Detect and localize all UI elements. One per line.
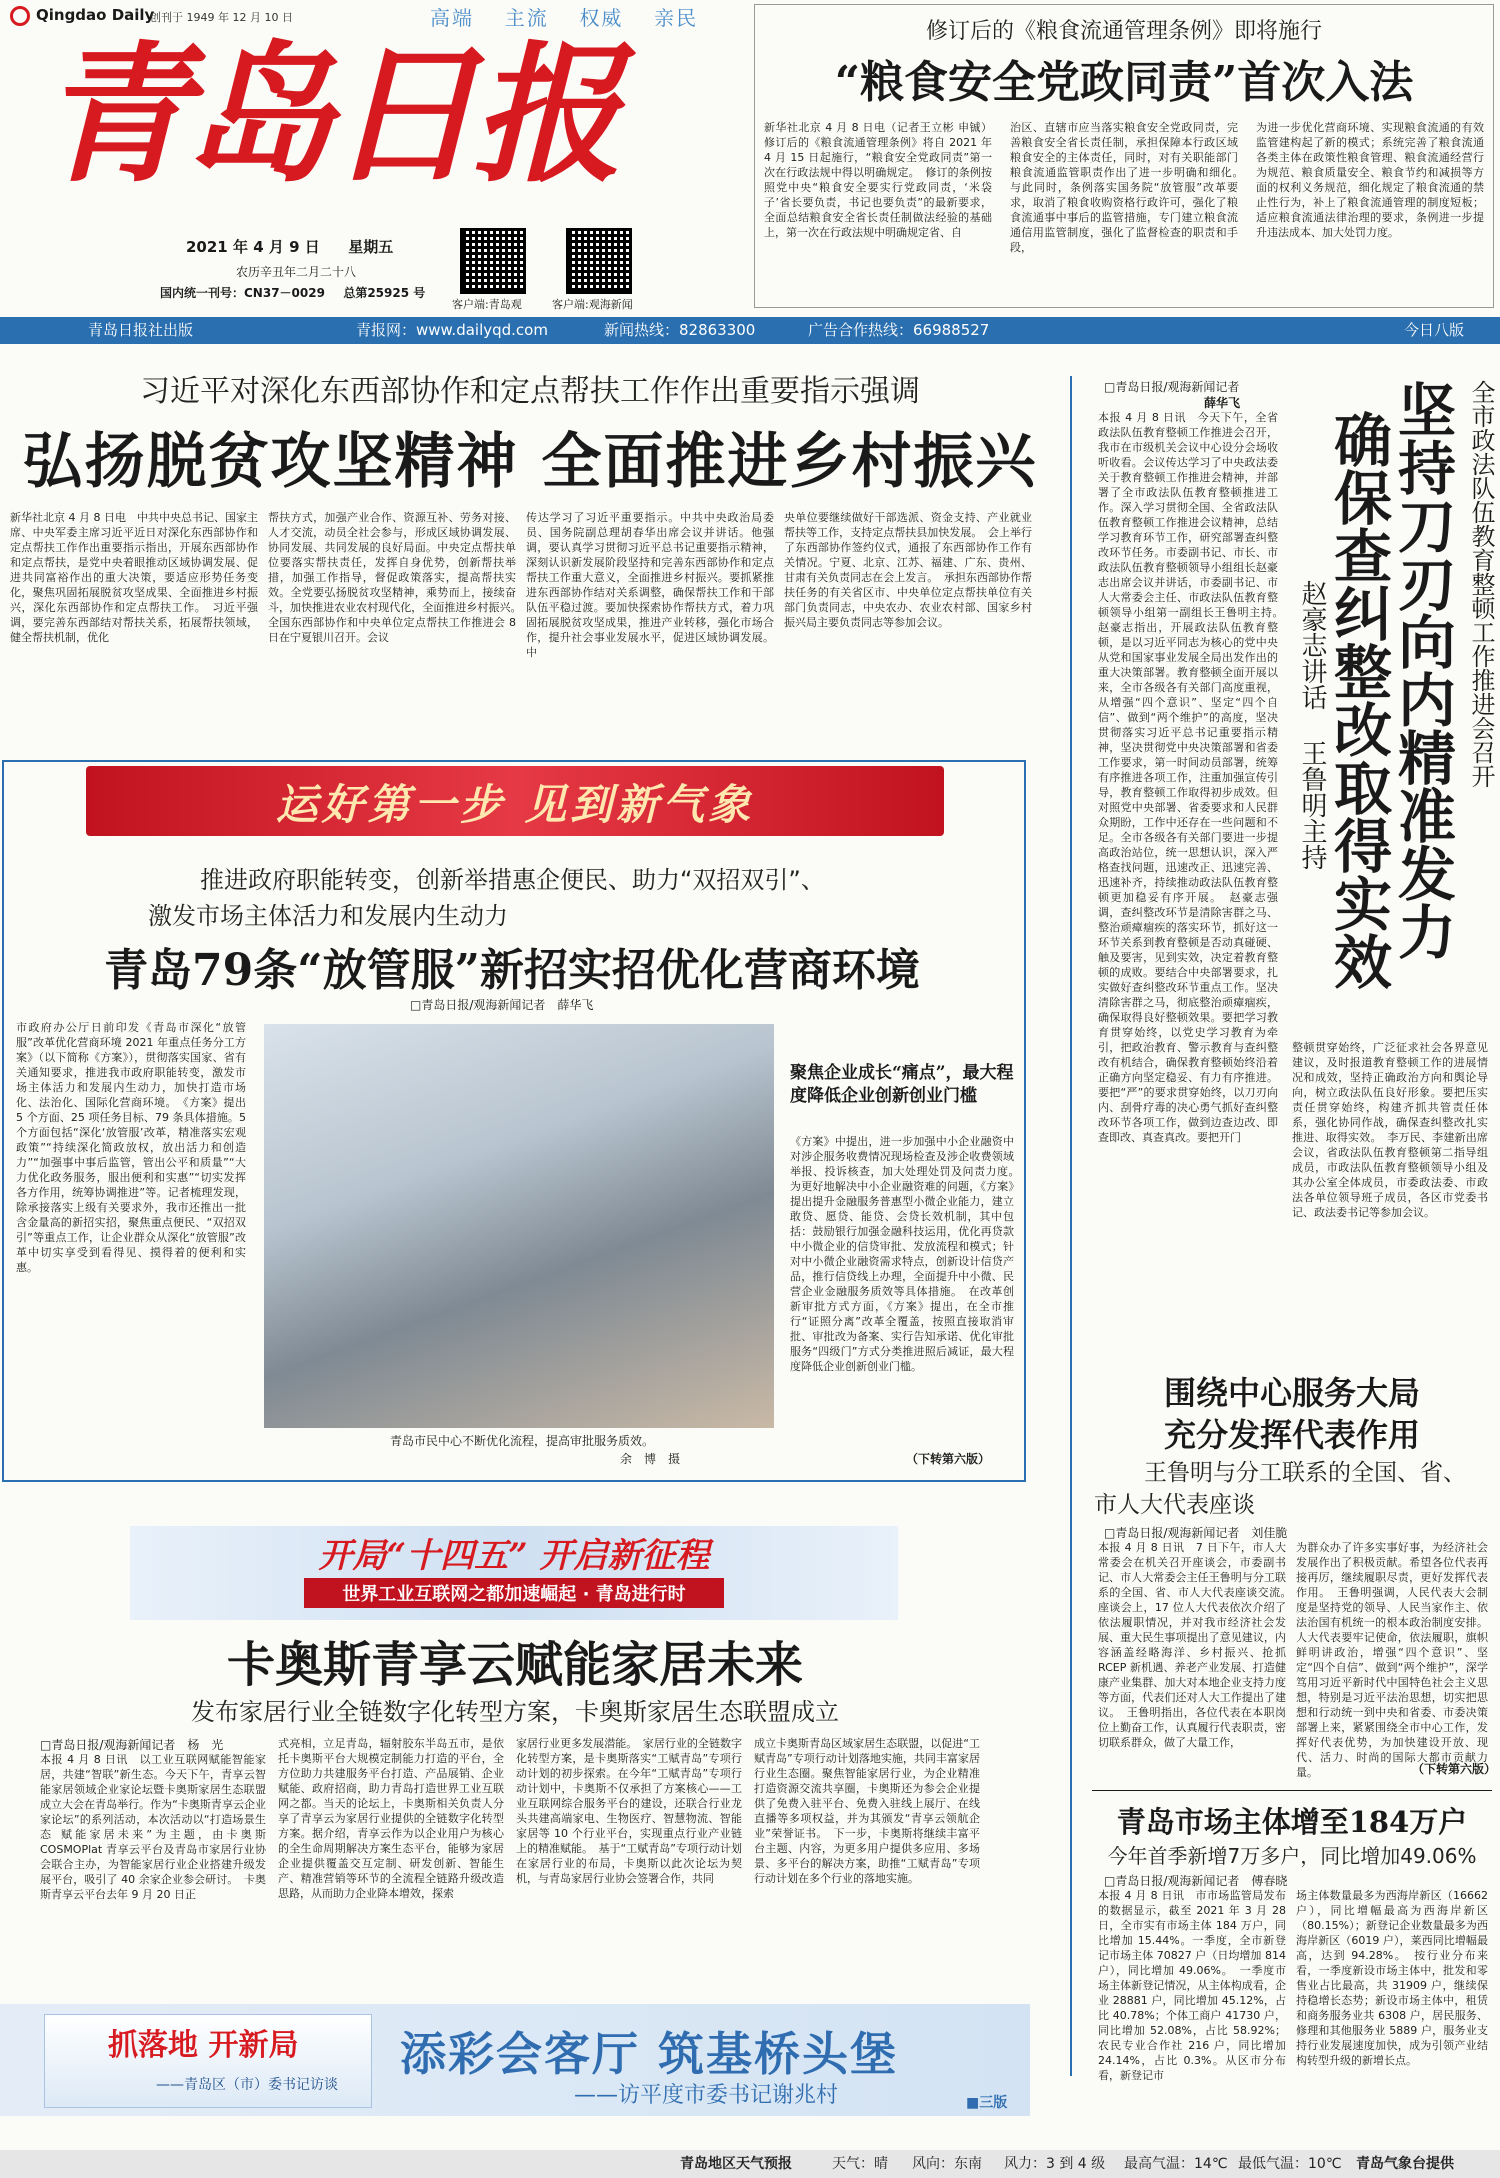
masthead-logo: 青岛日报	[40, 27, 617, 203]
story2-byline: □青岛日报/观海新闻记者 薛华飞	[410, 998, 594, 1012]
story5-headline: 卡奥斯青享云赋能家居未来	[226, 1637, 803, 1693]
story5-column: 成立卡奥斯青岛区域家居生态联盟，以促进“工赋青岛”专项行动计划落地实施，共同丰富家居行业生态圈。聚焦智能家居行业，为企业精准打造资源交流共享圈，卡奥斯还为参会企业提供了免费入驻平台、免费入驻线上展厅、在线直播等多项权益，并为其颁发“青享云领航企业”荣誉证书。 下一步，卡奥斯将继续丰富平台主题、内容，为更多用户提供多应用、多场景、多平台的解决方案，助推“工赋青岛”专项行动计划在多个行业的落地实施。	[754, 1737, 980, 1885]
publisher-label: 青岛日报社出版	[88, 321, 194, 339]
issue-number: 总第25925 号	[343, 286, 426, 300]
qr-caption: 客户端:青岛观	[452, 298, 522, 311]
weather-label: 青岛地区天气预报	[680, 2156, 792, 2172]
low-temp: 最低气温：10℃	[1238, 2156, 1342, 2172]
top-story-column: 治区、直辖市应当落实粮食安全党政同责，完善粮食安全省长责任制，承担保障本行政区域粮食安全的主体责任，同时，对有关职能部门粮食流通监管职责作出了进一步明确和细化。 与此同时，条例落实国务院“放管服”改革要求，取消了粮食收购资格行政许可，强化了粮食流通事中事后的监管措施，专门建立粮食流通信用监管制度，强化了监督检查的职责和手段，	[1010, 121, 1249, 254]
lead-column: 新华社北京 4 月 8 日电 中共中央总书记、国家主席、中央军委主席习近平近日对深化东西部协作和定点帮扶工作作出重要指示指出，开展东西部协作和定点帮扶，是党中央着眼推动区域协调发展、促进共同富裕作出的重大决策，要适应形势任务变化，聚焦巩固拓展脱贫攻坚成果、全面推进乡村振兴，深化东西部协作和定点帮扶工作。 习近平强调，要完善东西部结对帮扶关系，拓展帮扶领域，健全帮扶机制，优化	[10, 511, 258, 644]
sidebar-reporter: 薛华飞	[1204, 396, 1241, 410]
story5-column: 家居行业更多发展潜能。 家居行业的全链数字化转型方案，是卡奥斯落实“工赋青岛”专项行动计划的初步探索。在今年“工赋青岛”专项行动计划中，卡奥斯不仅承担了方案核心——工业互联网综合服务平台的建设，还联合行业龙头共建高端家电、生物医疗、智慧物流、智能家居等 10 个行业平台，实现重点行业产业链上的精准赋能。 基于“工赋青岛”专项行动计划在家居行业的布局，卡奥斯以此次论坛为契机，与青岛家居行业协会签署合作，共同	[516, 1737, 742, 1885]
slogan-item: 权威	[579, 6, 624, 30]
lead-kicker: 习近平对深化东西部协作和定点帮扶工作作出重要指示强调	[140, 374, 920, 409]
story2-subhead: 聚焦企业成长“痛点”，最大程度降低企业创新创业门槛	[790, 1063, 1014, 1106]
story4-subhead: 今年首季新增7万多户，同比增加49.06%	[1107, 1844, 1477, 1868]
lunar-date: 农历辛丑年二月二十八	[236, 265, 357, 279]
story3-headline: 充分发挥代表作用	[1163, 1416, 1420, 1454]
story4-headline: 青岛市场主体增至184万户	[1116, 1805, 1468, 1839]
promo-left-title: 抓落地 开新局	[108, 2028, 299, 2063]
continue-note: （下转第六版）	[906, 1452, 991, 1466]
sidebar-headline: 确保查纠整改取得实效	[1324, 410, 1392, 990]
sidebar-column: 整顿贯穿始终，广泛征求社会各界意见建议，及时报道教育整顿工作的进展情况和成效，坚持正确政治方向和舆论导向，树立政法队伍良好形象。要把压实责任贯穿始终，构建齐抓共管责任体系，强化协同作战，确保查纠整改扎实推进、取得实效。 李万民、李建新出席会议，省政法队伍教育整顿第二指导组成员，市政法队伍教育整顿领导小组及其办公室全体成员，市委政法委、市政法各单位领导班子成员，各区市党委书记、政法委书记等参加会议。	[1292, 1041, 1488, 1219]
slogan-item: 主流	[504, 6, 549, 30]
slogan-item: 亲民	[654, 6, 699, 30]
news-hotline: 新闻热线：82863300	[604, 321, 756, 339]
paper-english-name: Qingdao Daily	[36, 6, 155, 24]
story4-byline: □青岛日报/观海新闻记者 傅春晓	[1104, 1874, 1288, 1888]
date-text: 2021 年 4 月 9 日	[186, 238, 320, 256]
weather-condition: 天气：晴	[832, 2156, 888, 2172]
weekday-text: 星期五	[348, 238, 394, 256]
story5-column: 本报 4 月 8 日讯 以工业互联网赋能智能家居，共建“智联”新生态。今天下午，青享云智能家居领域企业家论坛暨卡奥斯家居生态联盟成立大会在青岛举行。作为“卡奥斯青享云企业家论坛”的系列活动，本次活动以“打造场景生态 赋能家居未来”为主题，由卡奥斯 COSMOPlat 青享云平台及青岛市家居行业协会联合主办，为智能家居行业企业搭建升级发展平台，吸引了 40 余家企业参会研讨。 卡奥斯青享云平台去年 9 月 20 日正	[40, 1753, 266, 1901]
issue-date	[186, 236, 393, 257]
story3-column: 本报 4 月 8 日讯 7 日下午，市人大常委会在机关召开座谈会，市委副书记、市人大常委会主任王鲁明与分工联系的全国、省、市人大代表座谈交流。 座谈会上，17 位人大代表依次介绍了依法履职情况，并对我市经济社会发展、重大民生事项提出了意见建议，内容涵盖经略海洋、乡村振兴、抢抓 RCEP 新机遇、养老产业发展、打造健康产业集群、加大对本地企业支持力度等方面，代表们还对人大工作提出了建议。 王鲁明指出，各位代表在本职岗位上勤奋工作，认真履行代表职责，密切联系群众，做了大量工作，	[1098, 1541, 1297, 1749]
story3-subhead: 市人大代表座谈	[1094, 1492, 1255, 1518]
story3-column: 为群众办了许多实事好事，为经济社会发展作出了积极贡献。希望各位代表再接再厉，继续履职尽责，更好发挥代表作用。 王鲁明强调，人民代表大会制度是坚持党的领导、人民当家作主、依法治国有机统一的根本政治制度安排。人大代表要牢记使命，依法履职，旗帜鲜明讲政治，增强“四个意识”、坚定“四个自信”、做到“两个维护”，深学笃用习近平新时代中国特色社会主义思想，特别是习近平法治思想，切实把思想和行动统一到中央和省委、市委决策部署上来，紧紧围绕全市中心工作，发挥好代表优势，为加快建设开放、现代、活力、时尚的国际大都市贡献力量。	[1296, 1541, 1488, 1779]
publication-code	[160, 284, 425, 301]
founded-date: 创刊于 1949 年 12 月 10 日	[150, 11, 293, 24]
top-story-column: 为进一步优化营商环境、实现粮食流通的有效监管建构起了新的模式；系统完善了粮食流通各类主体在政策性粮食管理、粮食流通经营行为规范、粮食质量安全、粮食节约和减损等方面的权利义务规范，细化规定了粮食流通的禁止性行为，补上了粮食流通管理的制度短板；适应粮食流通法律治理的要求，条例进一步提升违法成本、加大处罚力度。	[1256, 121, 1484, 239]
lead-column: 央单位要继续做好干部选派、资金支持、产业就业帮扶等工作，支持定点帮扶县加快发展。 会上举行了东西部协作签约仪式，通报了东西部协作工作有关情况。宁夏、北京、江苏、福建、广东、贵州、甘肃有关负责同志在会上发言。 承担东西部协作帮扶任务的有关省区市、中央单位定点帮扶单位有关部门负责同志，中央农办、农业农村部、国家乡村振兴局主要负责同志等参加会议。	[784, 511, 1032, 629]
lead-column: 帮扶方式，加强产业合作、资源互补、劳务对接、人才交流，动员全社会参与，形成区域协调发展、协同发展、共同发展的良好局面。中央定点帮扶单位要落实帮扶责任，发挥自身优势，创新帮扶举措，加强工作指导，督促政策落实，提高帮扶实效。全党要弘扬脱贫攻坚精神，乘势而上，接续奋斗，加快推进农业农村现代化，全面推进乡村振兴。 全国东西部协作和中央单位定点帮扶工作推进会 8 日在宁夏银川召开。会议	[268, 511, 527, 644]
column-rule	[1070, 376, 1072, 2076]
lead-headline: 弘扬脱贫攻坚精神 全面推进乡村振兴	[22, 427, 1038, 497]
story2-kicker: 推进政府职能转变，创新举措惠企便民、助力“双招双引”、	[200, 866, 825, 894]
promo-headline: 添彩会客厅 筑基桥头堡	[400, 2027, 899, 2081]
top-story-kicker: 修订后的《粮食流通管理条例》即将施行	[925, 19, 1322, 44]
sidebar-column: 本报 4 月 8 日讯 今天下午，全省政法队伍教育整顿工作推进会召开，我市在市级机关会议中心设分会场收听收看。会议传达学习了中央政法委关于教育整顿工作推进会精神，并部署了全市政法队伍教育整顿推进工作。深入学习贯彻全国、全省政法队伍教育整顿工作推进会议精神，总结学习教育环节工作，研究部署查纠整改环节任务。市委副书记、市长、市政法队伍教育整顿领导小组组长赵豪志出席会议并讲话，市委副书记、市人大常委会主任、市政法队伍教育整顿领导小组第一副组长王鲁明主持。 赵豪志指出，开展政法队伍教育整顿，是以习近平同志为核心的党中央从党和国家事业发展全局出发作出的重大决策部署。教育整顿全面开展以来，全市各级各有关部门高度重视，从增强“四个意识”、坚定“四个自信”、做到“两个维护”的高度，坚决贯彻落实习近平总书记重要指示精神，坚决贯彻党中央决策部署和省委工作要求，第一时间动员部署，统筹有序推进各项工作，注重加强宣传引导，教育整顿工作取得初步成效。但对照党中央部署、省委要求和人民群众期盼，工作中还存在一些问题和不足。全市各级各有关部门要进一步提高政治站位，统一思想认识，深入严格查找问题，迅速改正、迅速完善、迅速补齐，持续推动政法队伍教育整顿更加稳妥有序开展。 赵豪志强调，查纠整改环节是清除害群之马、整治顽瘴痼疾的落实环节，抓好这一环节关系到教育整顿是否动真碰硬、触及要害，见到实效，决定着教育整顿的成败。要结合中央部署要求，扎实做好查纠整改环节重点工作。坚决清除害群之马，彻底整治顽瘴痼疾，确保取得良好整顿效果。要把学习教育贯穿始终，以党史学习教育为牵引，把政治教育、警示教育与查纠整改有机结合，确保教育整顿始终沿着正确方向坚定稳妥、有力有序推进。要把“严”的要求贯穿始终，以刀刃向内、刮骨疗毒的决心勇气抓好查纠整改环节各项工作，做到边查边改、即查即改、真查真改。要把开门	[1098, 411, 1289, 1144]
website-link[interactable]: 青报网：www.dailyqd.com	[356, 321, 548, 339]
story5-byline: □青岛日报/观海新闻记者 杨 光	[40, 1738, 224, 1752]
divider	[1092, 1790, 1492, 1791]
qr-code-icon[interactable]	[460, 228, 526, 294]
promo-subhead: ——访平度市委书记谢兆村	[574, 2083, 839, 2108]
banner2-subtitle: 世界工业互联网之都加速崛起 · 青岛进行时	[342, 1584, 686, 1605]
story2-headline: 青岛79条“放管服”新招实招优化营商环境	[104, 945, 920, 996]
sidebar-byline: □青岛日报/观海新闻记者	[1104, 380, 1240, 394]
sidebar-headline: 坚持刀刃向内精准发力	[1388, 380, 1456, 960]
sidebar-subhead: 赵豪志讲话 王鲁明主持	[1297, 580, 1327, 870]
high-temp: 最高气温：14℃	[1124, 2156, 1228, 2172]
story3-headline: 围绕中心服务大局	[1163, 1374, 1420, 1412]
photo-caption: 青岛市民中心不断优化流程，提高审批服务质效。	[390, 1434, 655, 1448]
story2-column: 市政府办公厅日前印发《青岛市深化“放管服”改革优化营商环境 2021 年重点任务分工方案》（以下简称《方案》），贯彻落实国家、省有关通知要求，推进我市政府职能转变，激发市场主体活力和发展内生动力，加快打造市场化、法治化、国际化营商环境。 《方案》提出 5 个方面、25 项任务目标、79 条具体措施。5 个方面包括“深化‘放管服’改革，精准落实宏观政策”“持续深化简政放权，放出活力和创造力”“加强事中事后监管，管出公平和质量”“大力优化政务服务，服出便利和实惠”“切实发挥各方作用，统筹协调推进”等。记者梳理发现，除承接落实上级有关要求外，我市还推出一批含金量高的新招实招，聚焦重点便民、“双招双引”等重点工作，让企业群众从深化“放管服”改革中切实享受到看得见、摸得着的便利和实惠。	[16, 1021, 246, 1274]
news-photo	[264, 1024, 774, 1428]
continue-note: （下转第六版）	[1412, 1762, 1497, 1776]
top-story-headline: “粮食安全党政同责”首次入法	[834, 57, 1414, 108]
ad-hotline: 广告合作热线：66988527	[808, 321, 990, 339]
story2-kicker: 激发市场主体活力和发展内生动力	[148, 902, 508, 930]
top-story-column: 新华社北京 4 月 8 日电（记者王立彬 申铖）修订后的《粮食流通管理条例》将自 2021 年 4 月 15 日起施行，“粮食安全党政同责”第一次在行政法规中得以明确规定。 修订的条例按照党中央“粮食安全要实行党政同责，‘米袋子’省长要负责，书记也要负责”的最新要求，全面总结粮食安全省长责任制做法经验的基础上，第一次在行政法规中明确规定省、自	[764, 121, 992, 239]
wind-force: 风力：3 到 4 级	[1004, 2156, 1106, 2172]
promo-page-ref: ■三版	[966, 2095, 1008, 2111]
banner-title: 运好第一步 见到新气象	[275, 780, 755, 829]
weather-source: 青岛气象台提供	[1356, 2156, 1454, 2172]
story4-column: 本报 4 月 8 日讯 市市场监管局发布的数据显示，截至 2021 年 3 月 28 日，全市实有市场主体 184 万户，同比增加 15.44%。一季度，全市新登记市场主体 70827 户（日均增加 814 户），同比增加 49.06%。 一季度市场主体新登记情况，从主体构成看，企业 28881 户，同比增加 45.12%，占比 40.78%；个体工商户 41730 户，同比增加 52.08%，占比 58.92%；农民专业合作社 216 户，同比增加 24.14%，占比 0.3%。从区市分布看，新登记市	[1098, 1889, 1286, 2082]
story2-column: 《方案》中提出，进一步加强中小企业融资中对涉企服务收费情况现场检查及涉企收费领域举报、投诉核查，加大处理处罚及问责力度。 为更好地解决中小企业融资难的问题，《方案》提出提升金融服务普惠型小微企业能力，建立敢贷、愿贷、能贷、会贷长效机制，其中包括：鼓励银行加强金融科技运用，优化再贷款中小微企业的信贷审批、发放流程和模式；针对中小微企业融资需求特点，创新设计信贷产品，推行信贷线上办理，全面提升中小微、民营企业金融服务质效等具体措施。 在改革创新审批方式方面，《方案》提出，在全市推行“证照分离”改革全覆盖，按照直接取消审批、审批改为备案、实行告知承诺、优化审批服务“四级门”方式分类推进照后减证，最大程度降低企业创新创业门槛。	[790, 1135, 1025, 1373]
photo-credit: 余 博 摄	[620, 1452, 681, 1466]
story5-subhead: 发布家居行业全链数字化转型方案，卡奥斯家居生态联盟成立	[191, 1698, 839, 1726]
info-bar	[0, 317, 1500, 344]
qr-code-icon[interactable]	[566, 228, 632, 294]
pages-today: 今日八版	[1404, 321, 1465, 339]
qr-caption: 客户端:观海新闻	[552, 298, 633, 311]
cn-code: 国内统一刊号：CN37－0029	[160, 286, 325, 300]
paper-emblem-icon	[10, 6, 30, 26]
wind-direction: 风向：东南	[912, 2156, 982, 2172]
weather-footer	[0, 2150, 1500, 2178]
story3-subhead: 王鲁明与分工联系的全国、省、	[1144, 1460, 1466, 1486]
promo-left-subtitle: ——青岛区（市）委书记访谈	[156, 2077, 338, 2093]
story3-byline: □青岛日报/观海新闻记者 刘佳脆	[1104, 1526, 1288, 1540]
story5-column: 式亮相，立足青岛，辐射胶东半岛五市，是依托卡奥斯平台大规模定制能力打造的平台，全方位助力共建服务平台打造、产品展销、企业赋能、政府招商，助力青岛打造世界工业互联网之都。当天的论坛上，卡奥斯相关负责人分享了青享云为家居行业提供的全链数字化转型方案。据介绍，青享云作为以企业用户为核心的全生命周期解决方案生态平台，能够为家居企业提供覆盖交互定制、研发创新、智能生产、精准营销等环节的全流程全链路升级改造思路，从而助力企业降本增效，探索	[278, 1737, 504, 1900]
banner2-title: 开局“十四五” 开启新征程	[318, 1536, 710, 1576]
sidebar-kicker: 全市政法队伍教育整顿工作推进会召开	[1467, 380, 1495, 788]
slogan-item: 高端	[430, 6, 474, 30]
story4-column: 场主体数量最多为西海岸新区（16662 户），同比增幅最高为西海岸新区（80.15%）；新登记企业数量最多为西海岸新区（6019 户），莱西同比增幅最高，达到 94.28%。 按行业分布来看，一季度新设市场主体中，批发和零售业占比最高，共 31909 户，继续保持稳增长态势；新设市场主体中，租赁和商务服务业共 6308 户，居民服务、修理和其他服务业 5889 户，服务业支持行业发展速度加快，成为引领产业结构转型升级的新增长点。	[1296, 1889, 1488, 2067]
lead-column: 传达学习了习近平重要指示。中共中央政治局委员、国务院副总理胡春华出席会议并讲话。他强调，要认真学习贯彻习近平总书记重要指示精神，深刻认识新发展阶段坚持和完善东西部协作和定点帮扶工作重大意义，全面推进乡村振兴。要抓紧推进东西部协作结对关系调整，确保帮扶工作和干部队伍平稳过渡。要加快探索协作帮扶方式，着力巩固拓展脱贫攻坚成果，推进产业转移，强化市场合作，提升社会事业发展水平，促进区域协调发展。中	[526, 511, 774, 659]
